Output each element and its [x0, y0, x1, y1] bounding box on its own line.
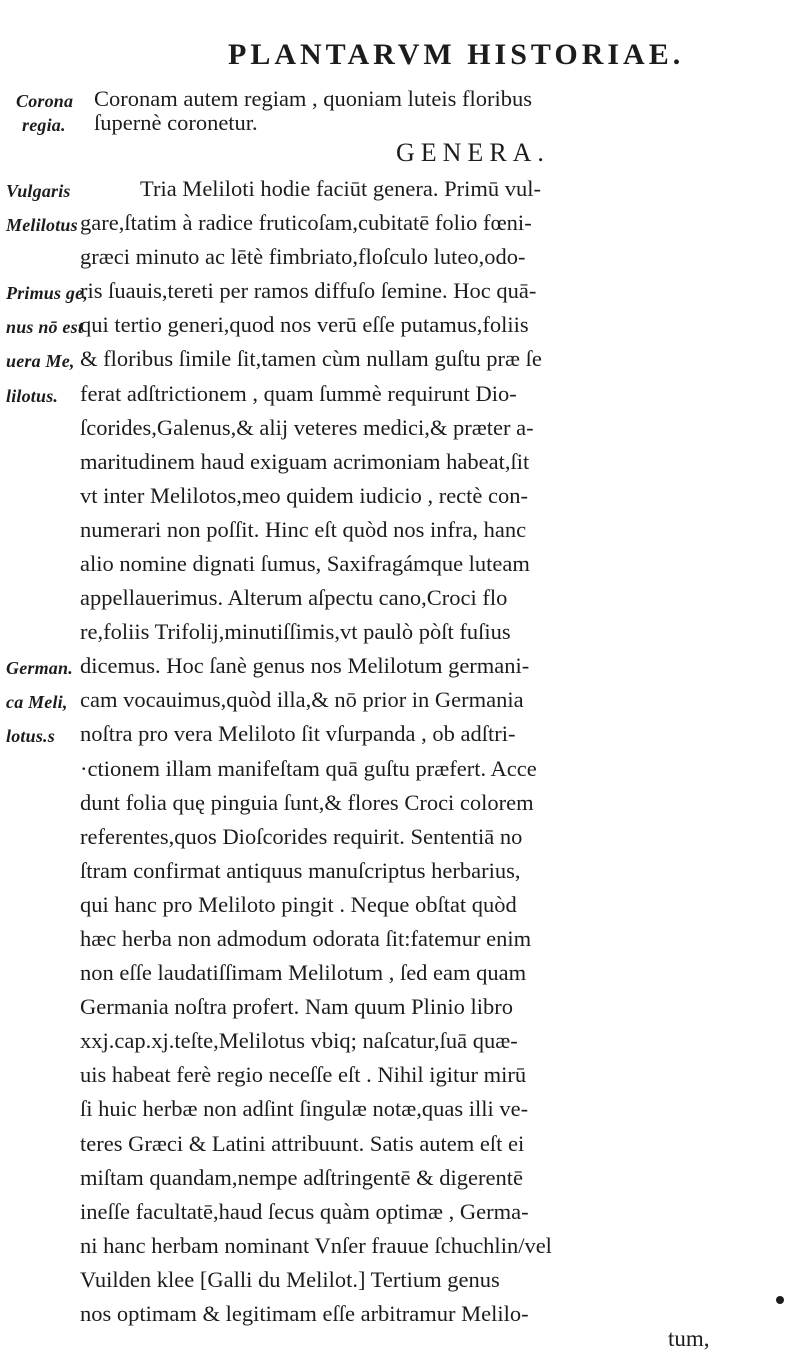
text-line: ineſſe facultatē,haud ſecus quàm optimæ , Germa-	[80, 1199, 529, 1224]
text-line: qui hanc pro Meliloto pingit . Neque obſtat quòd	[80, 892, 517, 917]
text-line: ſi huic herbæ non adſint ſingulæ notæ,quas illi ve-	[80, 1096, 529, 1121]
text-line: & floribus ſimile ſit,tamen cùm nullam guſtu præ ſe	[80, 346, 542, 371]
text-line: miſtam quandam,nempe adſtringentē & digerentē	[80, 1165, 523, 1190]
marginal-note: ca Meli,	[6, 692, 68, 712]
text-line: græci minuto ac lētè fimbriato,floſculo luteo,odo-	[80, 244, 526, 269]
text-line: dicemus. Hoc ſanè genus nos Melilotum germani-	[80, 653, 530, 678]
text-line: noſtra pro vera Meliloto ſit vſurpanda , ob adſtri-	[80, 721, 516, 746]
section-heading: GENERA.	[396, 138, 550, 167]
marginal-note: Vulgaris	[6, 181, 71, 201]
text-line: ſcorides,Galenus,& alij veteres medici,& præter a-	[80, 415, 534, 440]
text-line: qui tertio generi,quod nos verū eſſe putamus,foliis	[80, 312, 529, 337]
text-line: Tria Meliloti hodie faciūt genera. Primū vul-	[140, 176, 541, 201]
marginal-note: lotus.s	[6, 726, 55, 746]
text-line: alio nomine dignati ſumus, Saxifragámque luteam	[80, 551, 530, 576]
text-line: re,foliis Trifolij,minutiſſimis,vt paulò pòſt fuſius	[80, 619, 511, 644]
text-line: ſtram confirmat antiquus manuſcriptus herbarius,	[80, 858, 521, 883]
text-line: xxj.cap.xj.teſte,Melilotus vbiq; naſcatur,ſuā quæ-	[80, 1028, 518, 1053]
text-line: appellauerimus. Alterum aſpectu cano,Croci flo	[80, 585, 508, 610]
marginal-note: lilotus.	[6, 386, 59, 406]
text-line: ni hanc herbam nominant Vnſer frauue ſchuchlin/vel	[80, 1233, 552, 1258]
text-line: non eſſe laudatiſſimam Melilotum , ſed eam quam	[80, 960, 527, 985]
bullet-mark	[776, 1296, 784, 1304]
text-line: teres Græci & Latini attribuunt. Satis autem eſt ei	[80, 1131, 525, 1156]
text-line: Germania noſtra profert. Nam quum Plinio libro	[80, 994, 514, 1019]
text-line: numerari non poſſit. Hinc eſt quòd nos infra, hanc	[80, 517, 527, 542]
marginal-note: Melilotus	[6, 215, 78, 235]
marginal-note: nus nō est	[6, 317, 84, 337]
marginal-note: uera Me,	[6, 351, 75, 371]
text-line: Coronam autem regiam , quoniam luteis floribus	[94, 86, 533, 111]
marginal-note: regia.	[22, 115, 66, 135]
marginal-note: German.	[6, 658, 73, 678]
text-line: ·ctionem illam manifeſtam quā guſtu præfert. Acce	[80, 756, 537, 781]
text-line: vt inter Melilotos,meo quidem iudicio , rectè con-	[80, 483, 529, 508]
text-line: Vuilden klee [Galli du Melilot.] Tertium genus	[80, 1267, 500, 1292]
text-line: ris ſuauis,tereti per ramos diffuſo ſemine. Hoc quā-	[80, 278, 537, 303]
text-line: cam vocauimus,quòd illa,& nō prior in Germania	[80, 687, 524, 712]
text-line: hæc herba non admodum odorata ſit:fatemur enim	[80, 926, 532, 951]
text-line: referentes,quos Dioſcorides requirit. Sententiā no	[80, 824, 523, 849]
catchword: tum,	[668, 1326, 710, 1351]
text-line: dunt folia quę pinguia ſunt,& flores Croci colorem	[80, 790, 534, 815]
text-line: maritudinem haud exiguam acrimoniam habeat,ſit	[80, 449, 530, 474]
text-line: ferat adſtrictionem , quam ſummè requirunt Dio-	[80, 381, 517, 406]
marginal-note: Primus ge,	[6, 283, 89, 303]
text-line: ſupernè coronetur.	[94, 110, 258, 135]
text-line: uis habeat ferè regio neceſſe eſt . Nihil igitur mirū	[80, 1062, 527, 1087]
running-head: PLANTARVM HISTORIAE.	[228, 38, 685, 71]
marginal-note: Corona	[16, 91, 74, 111]
text-line: gare,ſtatim à radice fruticoſam,cubitatē folio fœni-	[80, 210, 532, 235]
text-line: nos optimam & legitimam eſſe arbitramur Melilo-	[80, 1301, 529, 1326]
